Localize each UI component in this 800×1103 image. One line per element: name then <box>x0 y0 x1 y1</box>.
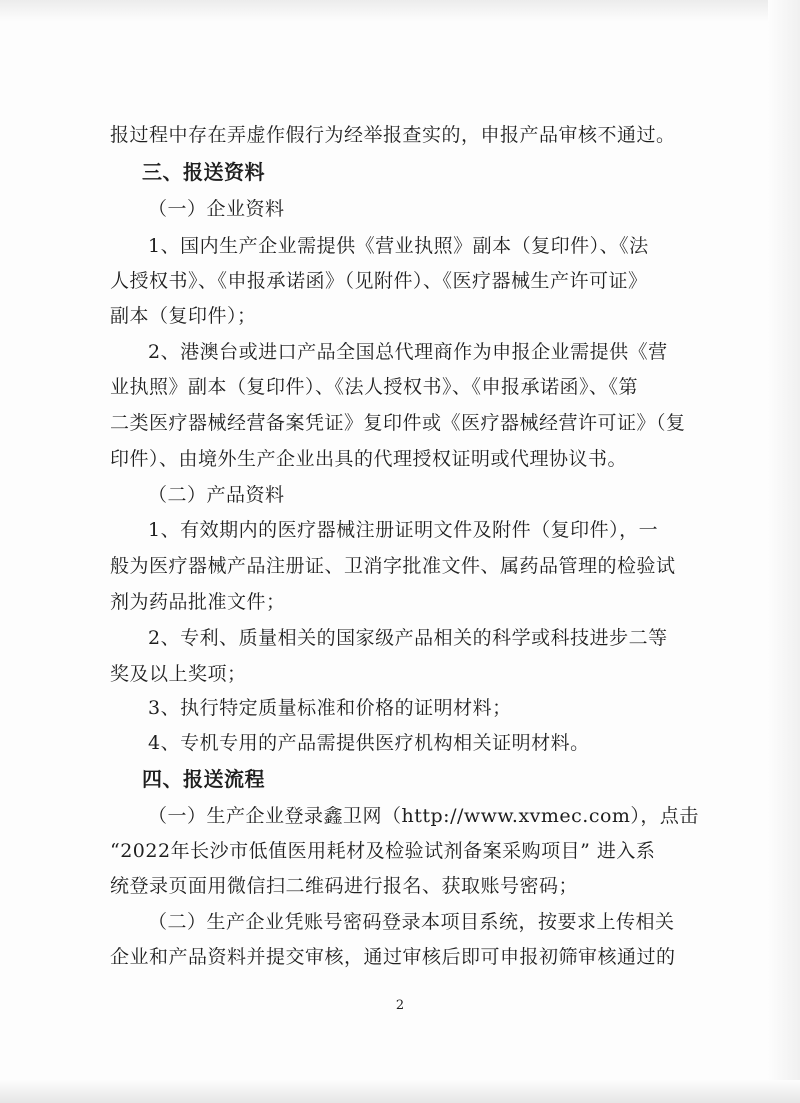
body-line: （一）生产企业登录鑫卫网（http://www.xvmec.com），点击 <box>148 805 699 827</box>
body-line: （二）生产企业凭账号密码登录本项目系统，按要求上传相关 <box>148 911 675 933</box>
body-line: 剂为药品批准文件； <box>110 591 286 613</box>
body-line: 印件）、由境外生产企业出具的代理授权证明或代理协议书。 <box>110 448 628 470</box>
body-line: 2、专利、质量相关的国家级产品相关的科学或科技进步二等 <box>148 627 668 649</box>
scan-shadow-bottom <box>0 1080 800 1103</box>
body-line: 奖及以上奖项； <box>110 663 247 685</box>
body-line: 统登录页面用微信扫二维码进行报名、获取账号密码； <box>110 875 579 897</box>
subsection-heading: （一）企业资料 <box>148 198 285 220</box>
body-line: 2、港澳台或进口产品全国总代理商作为申报企业需提供《营 <box>148 341 668 363</box>
body-line: 业执照》副本（复印件）、《法人授权书》、《申报承诺函》、《第 <box>110 376 639 398</box>
body-line: 般为医疗器械产品注册证、卫消字批准文件、属药品管理的检验试 <box>110 555 676 577</box>
body-line: 报过程中存在弄虚作假行为经举报查实的，申报产品审核不通过。 <box>110 124 676 146</box>
body-line: 3、执行特定质量标准和价格的证明材料； <box>148 697 512 719</box>
section-heading: 三、报送资料 <box>142 160 265 184</box>
body-line: 企业和产品资料并提交审核，通过审核后即可申报初筛审核通过的 <box>110 946 676 968</box>
body-line: 副本（复印件）； <box>110 305 257 327</box>
body-line: 1、有效期内的医疗器械注册证明文件及附件（复印件），一 <box>148 519 659 541</box>
body-line: 4、专机专用的产品需提供医疗机构相关证明材料。 <box>148 732 590 754</box>
page-number: 2 <box>395 998 405 1013</box>
body-line: “2022年长沙市低值医用耗材及检验试剂备案采购项目” 进入系 <box>110 840 656 862</box>
body-line: 人授权书》、《申报承诺函》（见附件）、《医疗器械生产许可证》 <box>110 270 648 292</box>
body-line: 二类医疗器械经营备案凭证》复印件或《医疗器械经营许可证》（复 <box>110 412 686 434</box>
subsection-heading: （二）产品资料 <box>148 484 285 506</box>
section-heading: 四、报送流程 <box>142 767 265 791</box>
body-line: 1、国内生产企业需提供《营业执照》副本（复印件）、《法 <box>148 235 649 257</box>
scan-shadow-top <box>0 0 800 22</box>
